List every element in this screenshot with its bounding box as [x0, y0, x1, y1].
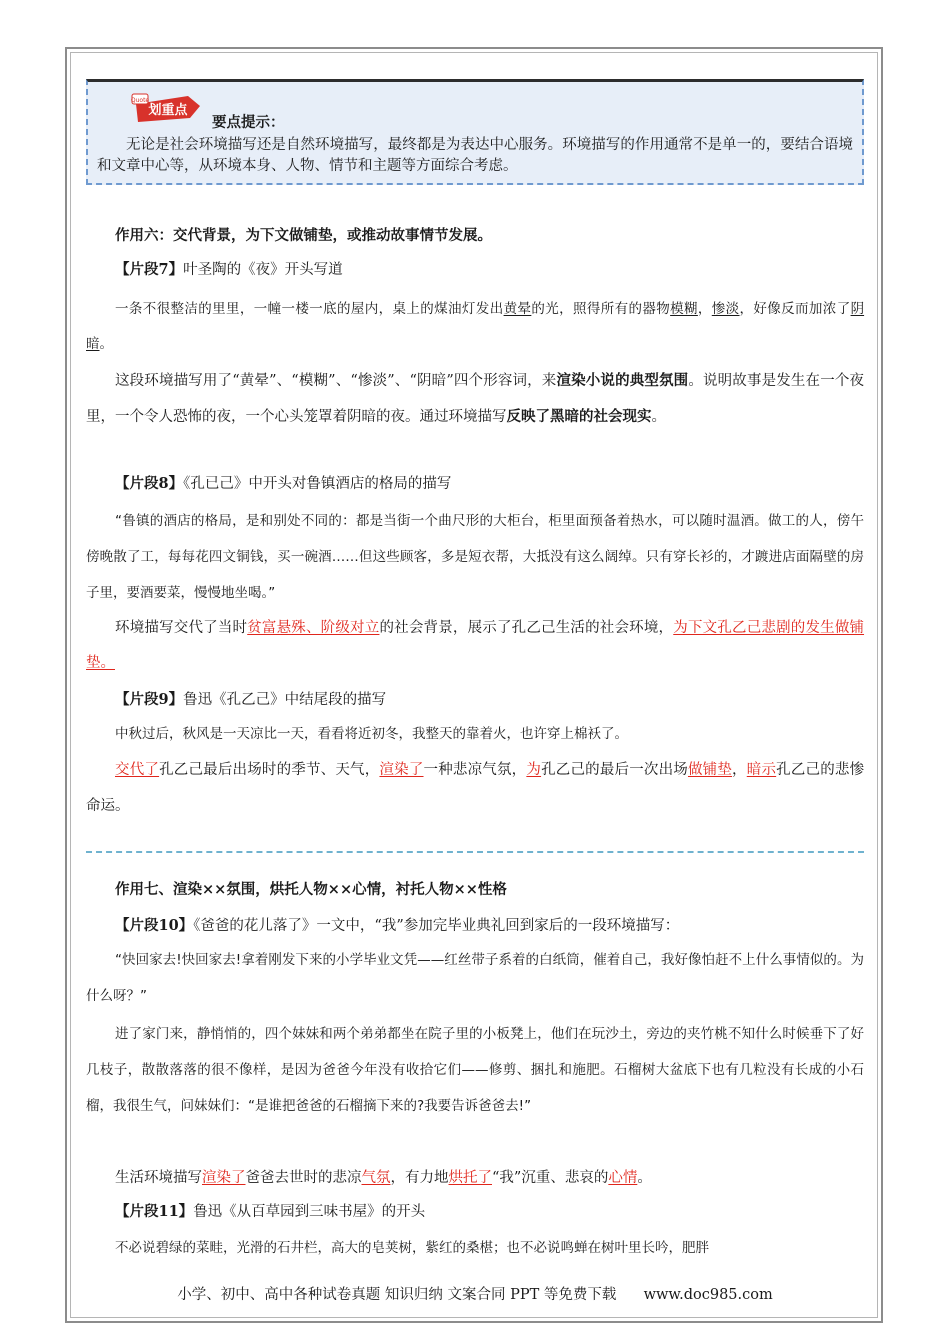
fragment9-title: [86, 688, 864, 712]
fragment9-analysis: 交代了孔乙己最后出场时的季节、天气，渲染了一种悲凉气氛，为孔乙己的最后一次出场做铺垫，暗示孔乙己的悲惨命运。: [86, 762, 865, 814]
fragment7-tag: 【片段7】: [115, 261, 184, 278]
fragment9-quote: 中秋过后，秋风是一天凉比一天，看看将近初冬，我整天的靠着火，也许穿上棉袄了。: [115, 726, 628, 742]
key-point-box: [86, 79, 864, 185]
fragment11-tag: 【片段11】: [115, 1203, 194, 1220]
footer-url[interactable]: www.doc985.com: [643, 1287, 773, 1303]
fragment9-intro: 鲁迅《孔乙己》中结尾段的描写: [183, 692, 387, 708]
badge-text: 划重点: [148, 103, 188, 118]
fragment8-intro: 《孔已己》中开头对鲁镇酒店的格局的描写: [183, 476, 452, 492]
fragment8-analysis: 环境描写交代了当时贫富悬殊、阶级对立的社会背景，展示了孔乙己生活的社会环境，为下文孔乙己悲剧的发生做铺垫。: [86, 620, 865, 671]
section7-heading-block: [86, 878, 864, 902]
fragment7-intro: 叶圣陶的《夜》开头写道: [183, 262, 343, 278]
fragment11-intro: 鲁迅《从百草园到三味书屋》的开头: [193, 1204, 426, 1220]
fragment10-title: [86, 914, 864, 938]
section-divider: [86, 851, 864, 853]
fragment10-tag: 【片段10】: [115, 917, 194, 934]
fragment7-quote: 一条不很整洁的里里，一幢一楼一底的屋内，桌上的煤油灯发出黄晕的光，照得所有的器物模糊，惨淡，好像反而加浓了阴暗。: [86, 301, 865, 352]
section6-heading-block: [86, 224, 864, 248]
fragment10-analysis: 生活环境描写渲染了爸爸去世时的悲凉气氛，有力地烘托了“我”沉重、悲哀的心情。: [115, 1170, 652, 1186]
fragment7-title: [86, 258, 864, 282]
page-footer: [0, 1283, 950, 1304]
fragment7-analysis: 这段环境描写用了“黄晕”、“模糊”、“惨淡”、“阴暗”四个形容词，来渲染小说的典型氛围。说明故事是发生在一个夜里，一个令人恐怖的夜，一个心头笼罩着阴暗的夜。通过环境描写反映了黑暗的社会现实。: [86, 372, 865, 425]
tip-title: 要点提示：: [212, 114, 285, 131]
fragment11-title: [86, 1200, 864, 1224]
tip-text: 无论是社会环境描写还是自然环境描写，最终都是为表达中心服务。环境描写的作用通常不是单一的，要结合语境和文章中心等，从环境本身、人物、情节和主题等方面综合考虑。: [97, 137, 853, 174]
section7-heading: 作用七、渲染××氛围，烘托人物××心情，衬托人物××性格: [115, 881, 507, 898]
fragment8-quote: “鲁镇的酒店的格局，是和别处不同的：都是当街一个曲尺形的大柜台，柜里面预备着热水，可以随时温酒。做工的人，傍午傍晚散了工，每每花四文铜钱，买一碗酒……但这些顾客，多是短衣帮，大抵没有这么阔绰。只有穿长衫的，才踱进店面隔壁的房子里，要酒要菜，慢慢地坐喝。”: [86, 513, 864, 601]
footer-text: 小学、初中、高中各种试卷真题 知识归纳 文案合同 PPT 等免费下载: [177, 1287, 617, 1303]
fragment10-quote2: 进了家门来，静悄悄的，四个妹妹和两个弟弟都坐在院子里的小板凳上，他们在玩沙土，旁边的夹竹桃不知什么时候垂下了好几枝子，散散落落的很不像样，是因为爸爸今年没有收拾它们——修剪、捆扎和施肥。石榴树大盆底下也有几粒没有长成的小石榴，我很生气，问妹妹们：“是谁把爸爸的石榴摘下来的?我要告诉爸爸去!”: [86, 1026, 864, 1114]
highlight-badge-icon: [130, 92, 206, 124]
fragment8-title: [86, 472, 864, 496]
badge-sub-text: Quote: [130, 97, 150, 104]
fragment11-quote: 不必说碧绿的菜畦，光滑的石井栏，高大的皂荚树，紫红的桑椹；也不必说鸣蝉在树叶里长吟，肥胖: [115, 1240, 709, 1256]
fragment10-quote1: “快回家去!快回家去!拿着刚发下来的小学毕业文凭——红丝带子系着的白纸筒，催着自己，我好像怕赶不上什么事情似的。为什么呀？”: [86, 952, 864, 1004]
fragment8-tag: 【片段8】: [115, 475, 184, 492]
fragment9-tag: 【片段9】: [115, 691, 184, 708]
section6-heading: 作用六：交代背景，为下文做铺垫，或推动故事情节发展。: [115, 227, 492, 244]
fragment10-intro: 《爸爸的花儿落了》一文中，“我”参加完毕业典礼回到家后的一段环境描写：: [193, 918, 680, 934]
